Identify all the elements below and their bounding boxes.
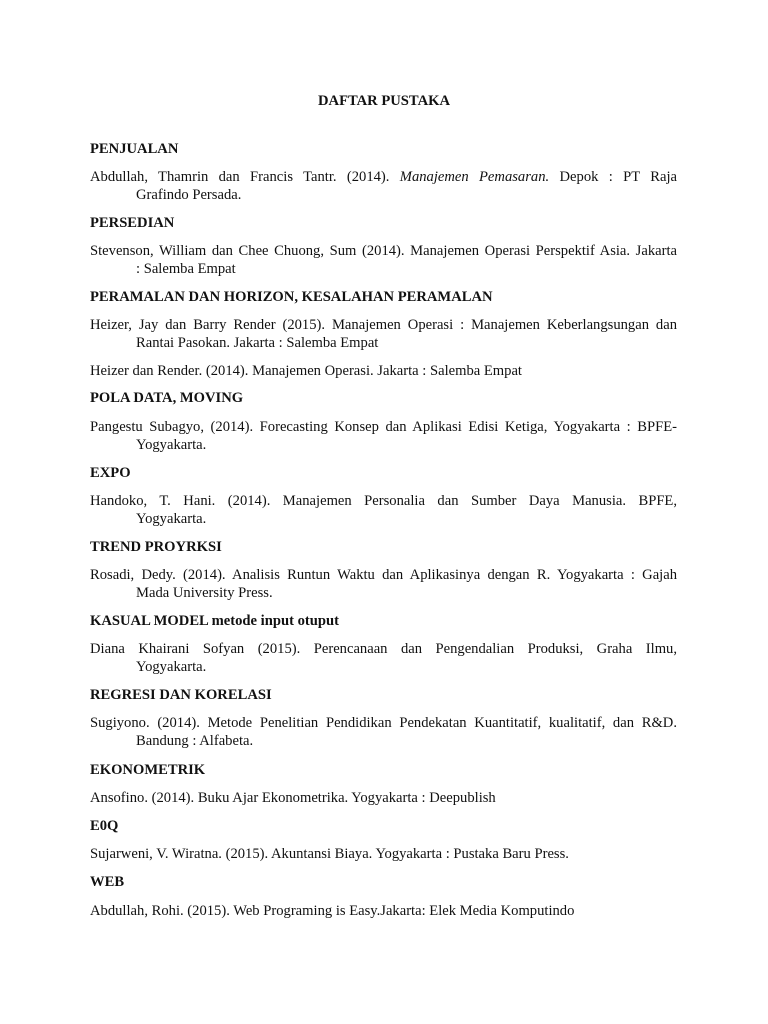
- reference-line-2: Rantai Pasokan. Jakarta : Salemba Empat: [136, 335, 379, 351]
- reference-line-1: Heizer dan Render. (2014). Manajemen Operasi. Jakarta : Salemba Empat: [90, 363, 522, 379]
- section-heading-trend: TREND PROYRKSI: [90, 539, 222, 555]
- section-heading-web: WEB: [90, 874, 125, 890]
- section-heading-penjualan: PENJUALAN: [90, 141, 179, 157]
- reference-line-2: Mada University Press.: [136, 585, 273, 601]
- reference-line-1: Sugiyono. (2014). Metode Penelitian Pendidikan Pendekatan Kuantitatif, kualitatif, dan R&D.: [90, 715, 677, 731]
- reference-line-1: Diana Khairani Sofyan (2015). Perencanaan dan Pengendalian Produksi, Graha Ilmu,: [90, 641, 677, 657]
- reference-entry: [90, 168, 677, 204]
- reference-line-1: Stevenson, William dan Chee Chuong, Sum (2014). Manajemen Operasi Perspektif Asia. Jakarta: [90, 243, 677, 259]
- reference-line-1: Abdullah, Thamrin dan Francis Tantr. (2014). Manajemen Pemasaran. Depok : PT Raja: [90, 169, 678, 185]
- reference-line-2: Yogyakarta.: [136, 437, 207, 453]
- reference-entry: [90, 418, 677, 454]
- page-title: DAFTAR PUSTAKA: [317, 93, 451, 109]
- reference-entry: [90, 714, 677, 750]
- reference-entry: [90, 316, 677, 352]
- reference-entry: [90, 640, 677, 676]
- reference-line-1: Handoko, T. Hani. (2014). Manajemen Personalia dan Sumber Daya Manusia. BPFE,: [90, 493, 677, 509]
- reference-line-2: : Salemba Empat: [136, 261, 236, 277]
- reference-entry: [90, 789, 677, 807]
- reference-entry: [90, 566, 677, 602]
- reference-entry: [90, 845, 677, 863]
- section-heading-kasual-model: KASUAL MODEL metode input otuput: [90, 613, 339, 629]
- section-heading-persedian: PERSEDIAN: [90, 215, 175, 231]
- reference-line-1: Abdullah, Rohi. (2015). Web Programing is Easy.Jakarta: Elek Media Komputindo: [90, 903, 575, 919]
- reference-line-1: Rosadi, Dedy. (2014). Analisis Runtun Waktu dan Aplikasinya dengan R. Yogyakarta : Gajah: [90, 567, 677, 583]
- reference-line-1: Pangestu Subagyo, (2014). Forecasting Konsep dan Aplikasi Edisi Ketiga, Yogyakarta : BPFE-: [90, 419, 677, 435]
- section-heading-regresi: REGRESI DAN KORELASI: [90, 687, 272, 703]
- section-heading-pola-data: POLA DATA, MOVING: [90, 390, 244, 406]
- section-heading-peramalan: PERAMALAN DAN HORIZON, KESALAHAN PERAMALAN: [90, 289, 493, 305]
- reference-entry: [90, 242, 677, 278]
- section-heading-expo: EXPO: [90, 465, 131, 481]
- reference-entry: [90, 362, 677, 380]
- reference-entry: [90, 902, 677, 920]
- reference-line-1: Heizer, Jay dan Barry Render (2015). Manajemen Operasi : Manajemen Keberlangsungan dan: [90, 317, 677, 333]
- reference-line-2: Grafindo Persada.: [136, 187, 242, 203]
- reference-line-2: Yogyakarta.: [136, 511, 207, 527]
- reference-line-1: Sujarweni, V. Wiratna. (2015). Akuntansi Biaya. Yogyakarta : Pustaka Baru Press.: [90, 846, 569, 862]
- section-heading-ekonometrik: EKONOMETRIK: [90, 762, 206, 778]
- section-heading-eoq: E0Q: [90, 818, 119, 834]
- reference-line-2: Bandung : Alfabeta.: [136, 733, 254, 749]
- reference-line-1: Ansofino. (2014). Buku Ajar Ekonometrika. Yogyakarta : Deepublish: [90, 790, 496, 806]
- reference-line-2: Yogyakarta.: [136, 659, 207, 675]
- book-title: Manajemen Pemasaran.: [399, 169, 550, 185]
- reference-entry: [90, 492, 677, 528]
